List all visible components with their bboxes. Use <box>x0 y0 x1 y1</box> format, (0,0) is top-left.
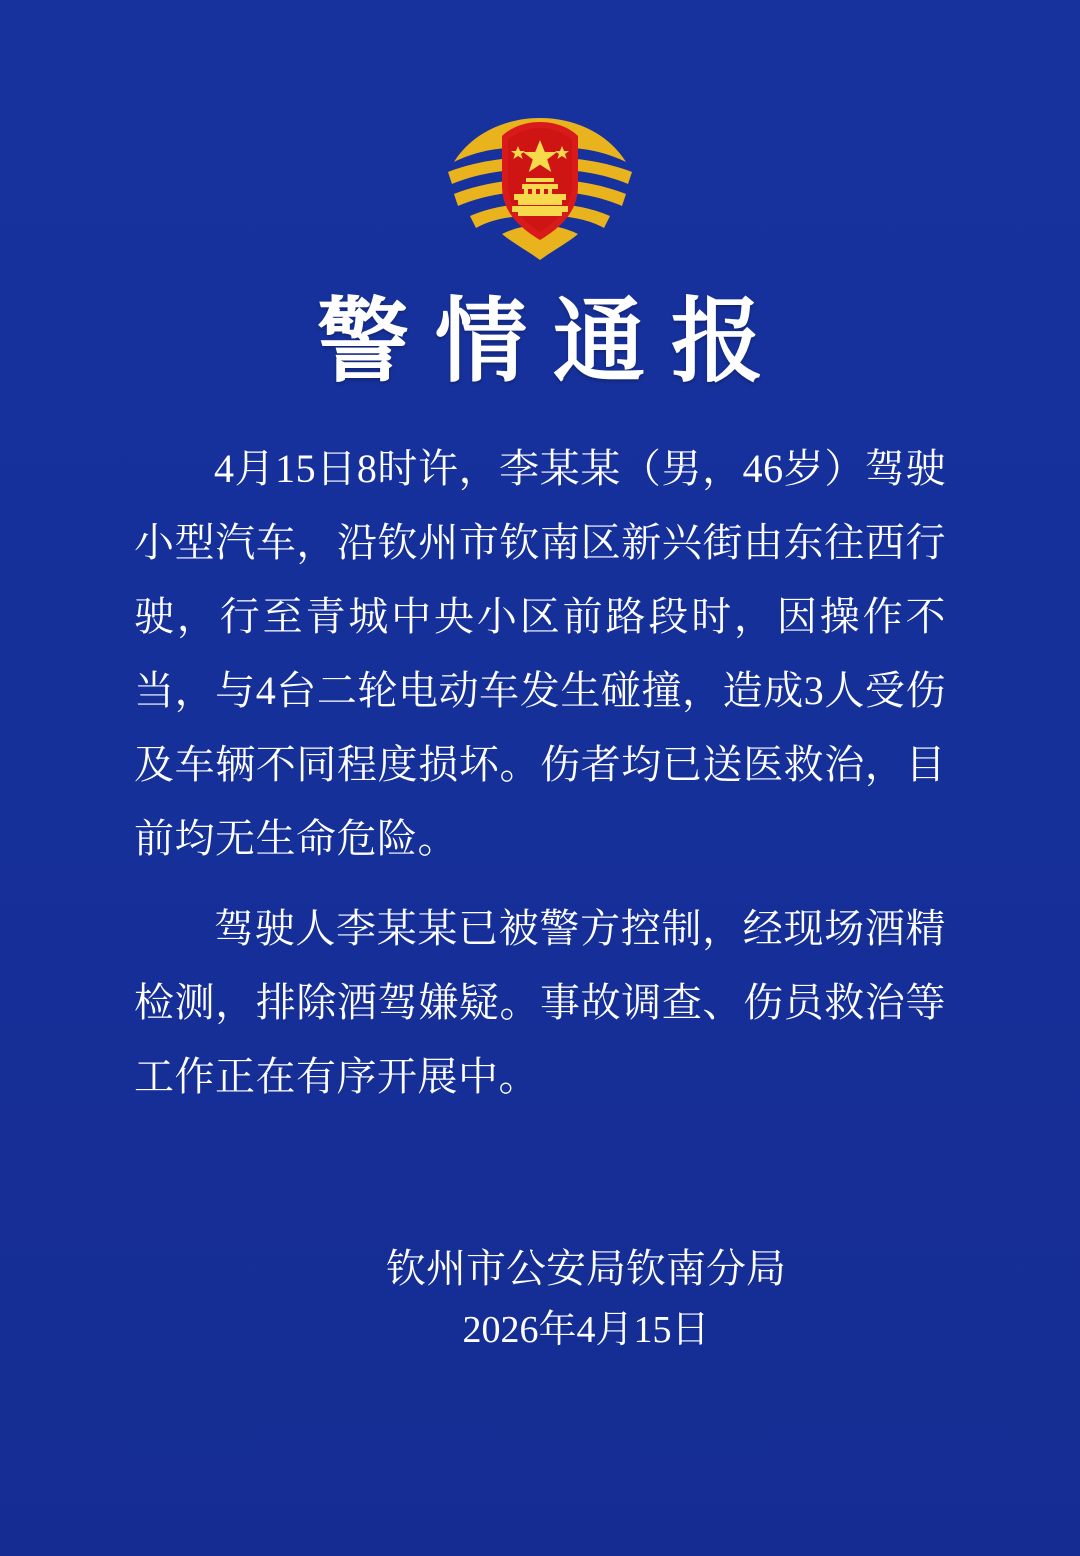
notice-paragraph-1: 4月15日8时许，李某某（男，46岁）驾驶小型汽车，沿钦州市钦南区新兴街由东往西行驶，行至青城中央小区前路段时，因操作不当，与4台二轮电动车发生碰撞，造成3人受伤及车辆不同程度损坏。伤者均已送医救治，目前均无生命危险。 <box>134 446 946 861</box>
signature-block <box>226 1238 946 1360</box>
china-police-badge-icon <box>440 88 640 276</box>
issuing-organization: 钦州市公安局钦南分局 <box>386 1246 786 1291</box>
issue-date: 2026年4月15日 <box>462 1309 710 1351</box>
page-title: 警情通报 <box>316 291 789 393</box>
notice-paragraph-2: 驾驶人李某某已被警方控制，经现场酒精检测，排除酒驾嫌疑。事故调查、伤员救治等工作正在有序开展中。 <box>134 906 946 1099</box>
emblem-container <box>0 88 1080 276</box>
notice-body <box>134 432 946 1130</box>
